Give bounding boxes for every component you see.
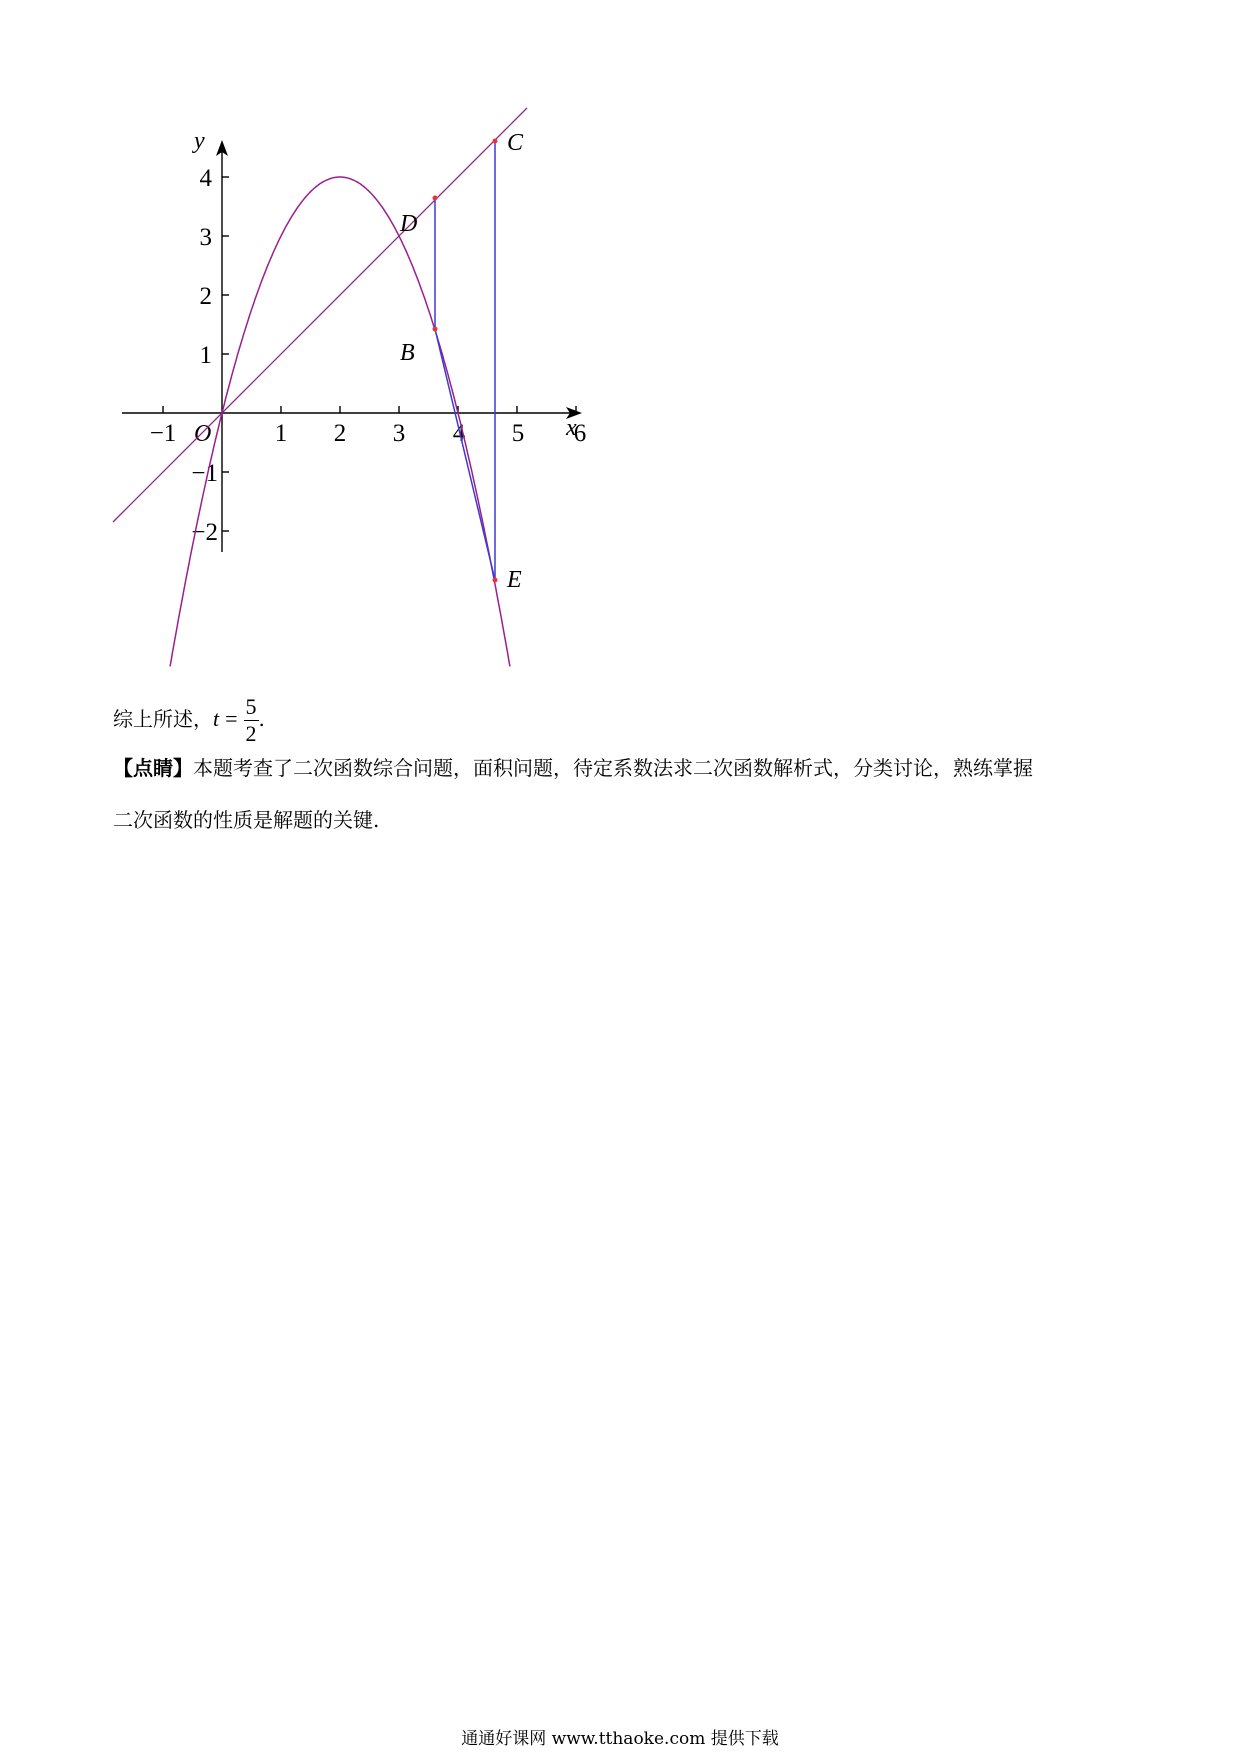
y-tick-label: 1: [199, 342, 212, 369]
segment-BE: [435, 329, 495, 580]
summary-line: [113, 694, 265, 747]
y-tick-label: −2: [191, 519, 218, 546]
point-E: [493, 578, 498, 583]
summary-suffix: .: [258, 707, 265, 731]
x-tick-label: 1: [274, 420, 288, 447]
summary-fraction: [244, 694, 259, 747]
comment-text-1: 本题考查了二次函数综合问题，面积问题，待定系数法求二次函数解析式，分类讨论，熟练掌握: [193, 756, 1033, 780]
x-tick-label: 4: [452, 420, 466, 447]
y-tick-label: 2: [199, 283, 212, 310]
y-tick-label: 3: [199, 224, 212, 251]
x-tick-label: 5: [511, 420, 525, 447]
point-label-D: D: [400, 211, 418, 237]
comment-text-2: 二次函数的性质是解题的关键.: [113, 808, 380, 832]
summary-variable: t: [213, 706, 220, 731]
point-label-B: B: [400, 340, 415, 366]
point-label-E: E: [507, 567, 522, 593]
summary-prefix: 综上所述，: [113, 707, 213, 731]
comment-tag: 【点睛】: [113, 756, 193, 780]
origin-label: O: [194, 421, 212, 447]
page-footer: 通通好课网 www.tthaoke.com 提供下载: [461, 1729, 779, 1749]
y-axis-name: y: [194, 128, 205, 154]
y-tick-label: −1: [191, 460, 218, 487]
point-C: [493, 139, 498, 144]
point-B: [433, 327, 438, 332]
summary-equals: =: [225, 706, 238, 731]
point-D: [433, 196, 438, 201]
x-tick-label: 3: [392, 420, 406, 447]
x-axis-name: x: [566, 415, 577, 441]
fraction-denominator: 2: [245, 721, 257, 746]
point-label-C: C: [507, 130, 524, 156]
x-tick-label: −1: [149, 420, 177, 447]
line-y-equals-x: [113, 108, 527, 522]
x-tick-label: 6: [573, 420, 587, 447]
fraction-numerator: 5: [245, 694, 257, 719]
axes: [122, 140, 582, 552]
comment-line-2: [113, 806, 379, 834]
y-tick-label: 4: [199, 165, 212, 192]
function-graph-figure: [0, 0, 620, 680]
comment-line-1: [113, 754, 1033, 782]
x-tick-label: 2: [333, 420, 347, 447]
